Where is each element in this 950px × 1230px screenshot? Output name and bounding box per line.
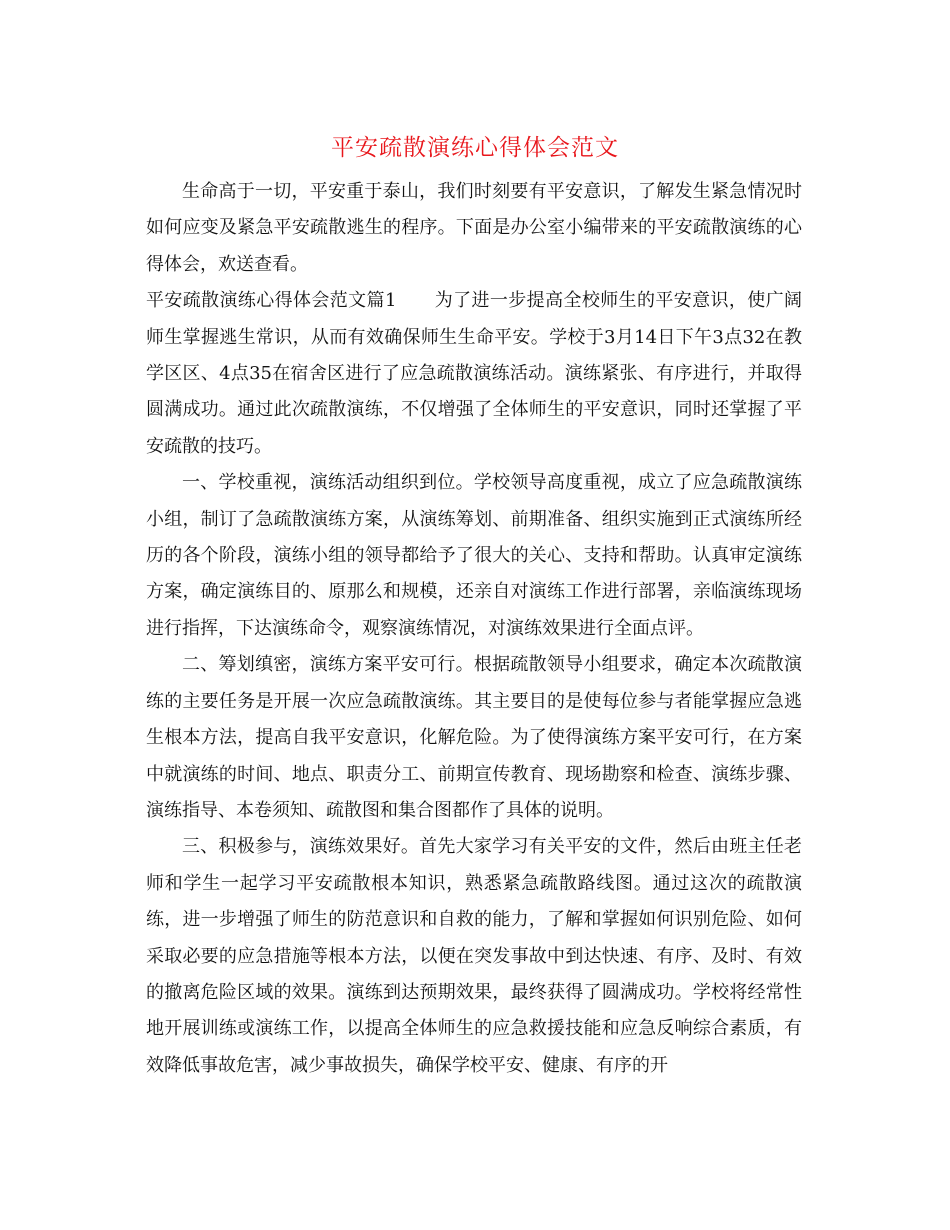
document-body [146, 174, 802, 1084]
document-title: 平安疏散演练心得体会范文 [331, 135, 619, 161]
point-1-paragraph: 一、学校重视，演练活动组织到位。学校领导高度重视，成立了应急疏散演练小组，制订了急疏散演练方案，从演练筹划、前期准备、组织实施到正式演练所经历的各个阶段，演练小组的领导都给予了很大的关心、支持和帮助。认真审定演练方案，确定演练目的、原那么和规模，还亲自对演练工作进行部署，亲临演练现场进行指挥，下达演练命令，观察演练情况，对演练效果进行全面点评。 [146, 472, 802, 639]
article-1-heading: 平安疏散演练心得体会范文篇1 [146, 290, 397, 312]
point-2-paragraph: 二、筹划缜密，演练方案平安可行。根据疏散领导小组要求，确定本次疏散演练的主要任务是开展一次应急疏散演练。其主要目的是使每位参与者能掌握应急逃生根本方法，提高自我平安意识，化解危险。为了使得演练方案平安可行，在方案中就演练的时间、地点、职责分工、前期宣传教育、现场勘察和检查、演练步骤、演练指导、本卷须知、疏散图和集合图都作了具体的说明。 [146, 654, 802, 821]
intro-paragraph: 生命高于一切，平安重于泰山，我们时刻要有平安意识，了解发生紧急情况时如何应变及紧急平安疏散逃生的程序。下面是办公室小编带来的平安疏散演练的心得体会，欢送查看。 [146, 181, 802, 275]
point-3-paragraph: 三、积极参与，演练效果好。首先大家学习有关平安的文件，然后由班主任老师和学生一起学习平安疏散根本知识，熟悉紧急疏散路线图。通过这次的疏散演练，进一步增强了师生的防范意识和自救的能力，了解和掌握如何识别危险、如何采取必要的应急措施等根本方法，以便在突发事故中到达快速、有序、及时、有效的撤离危险区域的效果。演练到达预期效果，最终获得了圆满成功。学校将经常性地开展训练或演练工作，以提高全体师生的应急救援技能和应急反响综合素质，有效降低事故危害，减少事故损失，确保学校平安、健康、有序的开 [146, 836, 802, 1076]
article-1-paragraph [146, 283, 802, 465]
article-1-lead: 为了进一步提高全校师生的平安意识，使广阔师生掌握逃生常识，从而有效确保师生生命平安。学校于3月14日下午3点32在教学区区、4点35在宿舍区进行了应急疏散演练活动。演练紧张、有序进行，并取得圆满成功。通过此次疏散演练，不仅增强了全体师生的平安意识，同时还掌握了平安疏散的技巧。 [146, 290, 803, 457]
